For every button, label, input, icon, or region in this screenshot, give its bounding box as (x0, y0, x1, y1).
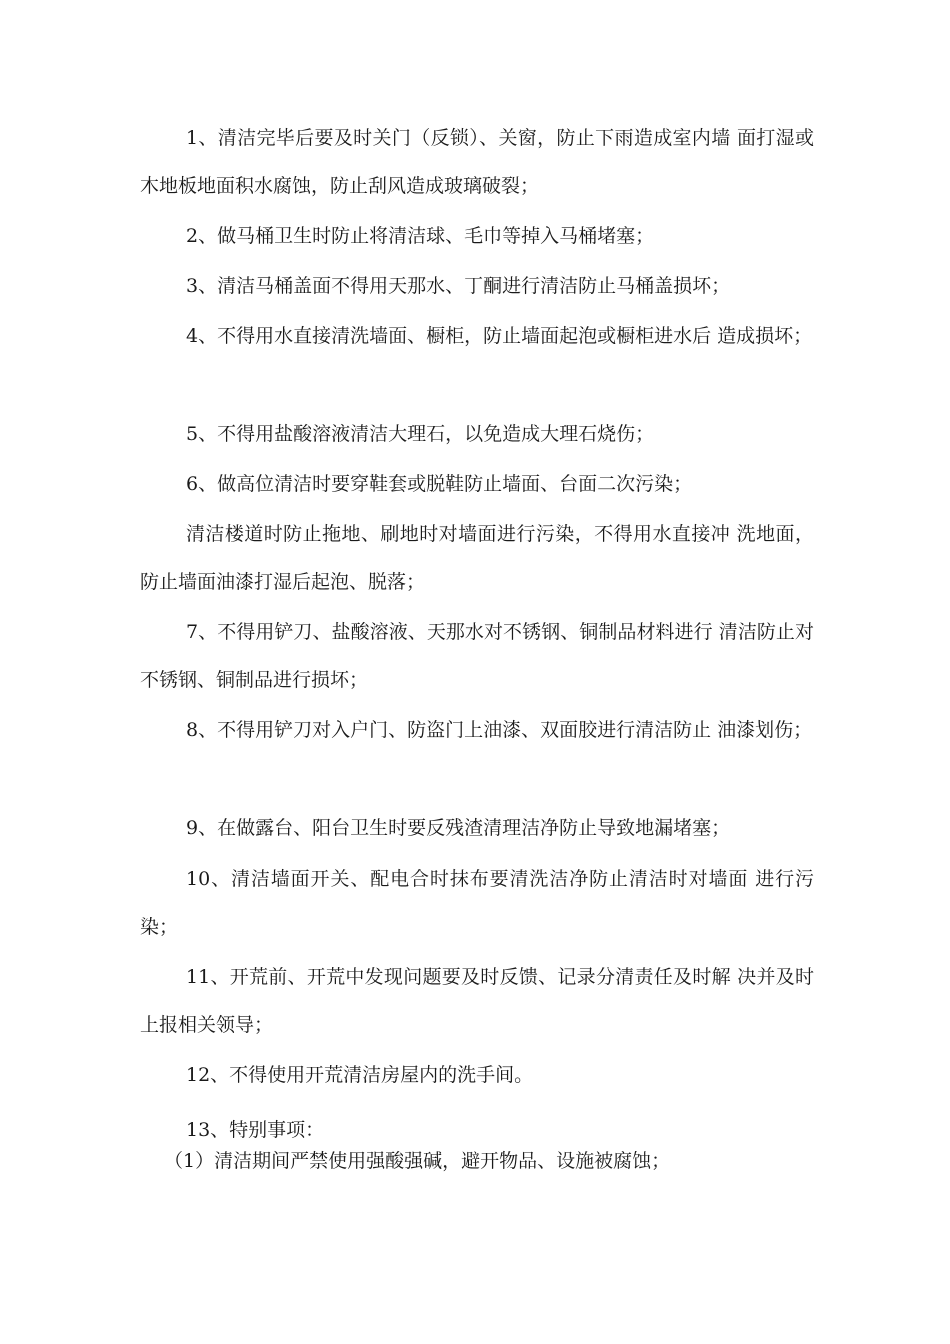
paragraph-10: 10、清洁墙面开关、配电合时抹布要清洗洁净防止清洁时对墙面 进行污染； (140, 868, 814, 938)
paragraph-9: 9、在做露台、阳台卫生时要反残渣清理洁净防止导致地漏堵塞； (186, 817, 731, 839)
paragraph-stairway: 清洁楼道时防止拖地、刷地时对墙面进行污染，不得用水直接冲 洗地面，防止墙面油漆打湿后起泡、脱落； (140, 523, 814, 593)
paragraph-3: 3、清洁马桶盖面不得用天那水、丁酮进行清洁防止马桶盖损坏； (186, 275, 731, 297)
paragraph-5: 5、不得用盐酸溶液清洁大理石，以免造成大理石烧伤； (186, 423, 655, 445)
sub-item-1: （1）清洁期间严禁使用强酸强碱，避开物品、设施被腐蚀； (164, 1150, 671, 1172)
paragraph-7: 7、不得用铲刀、盐酸溶液、天那水对不锈钢、铜制品材料进行 清洁防止对不锈钢、铜制品进行损坏； (140, 621, 814, 691)
paragraph-4: 4、不得用水直接清洗墙面、橱柜，防止墙面起泡或橱柜进水后 造成损坏； (186, 325, 813, 347)
paragraph-2: 2、做马桶卫生时防止将清洁球、毛巾等掉入马桶堵塞； (186, 225, 655, 247)
paragraph-6: 6、做高位清洁时要穿鞋套或脱鞋防止墙面、台面二次污染； (186, 473, 693, 495)
paragraph-12: 12、不得使用开荒清洁房屋内的洗手间。 (186, 1064, 534, 1086)
paragraph-8: 8、不得用铲刀对入户门、防盗门上油漆、双面胶进行清洁防止 油漆划伤； (186, 719, 813, 741)
paragraph-13: 13、特别事项： (186, 1119, 325, 1141)
paragraph-1: 1、清洁完毕后要及时关门（反锁）、关窗，防止下雨造成室内墙 面打湿或木地板地面积水腐蚀，防止刮风造成玻璃破裂； (140, 127, 814, 197)
paragraph-11: 11、开荒前、开荒中发现问题要及时反馈、记录分清责任及时解 决并及时上报相关领导； (140, 966, 814, 1036)
